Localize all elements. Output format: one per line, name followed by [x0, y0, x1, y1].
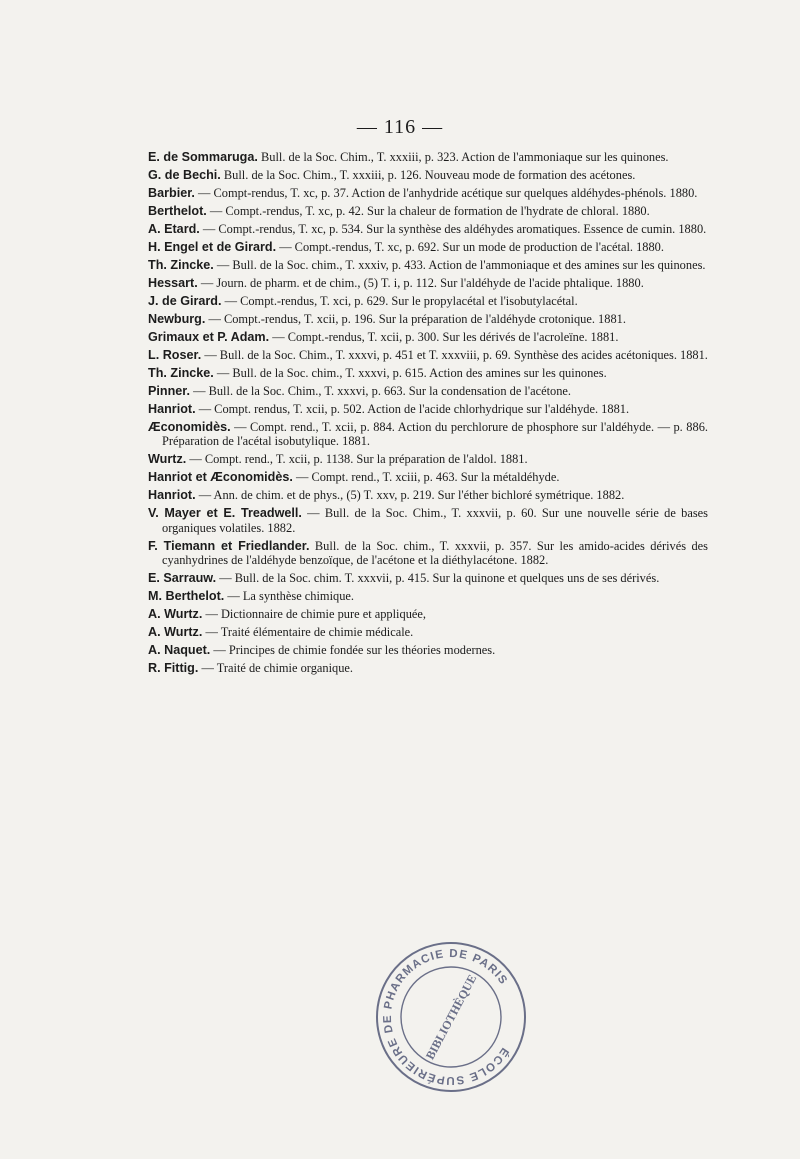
entry-reference: — La synthèse chimique. — [227, 589, 355, 604]
entry-reference: — Journ. de pharm. et de chim., (5) T. i, p. 112. Sur l'aldéhyde de l'acide phtalique. 1880. — [200, 275, 644, 290]
entry-author: Hanriot. — [148, 401, 196, 416]
entry-reference: — Compt. rend., T. xcii, p. 884. Action du perchlorure de phosphore sur l'aldéhyde. — p. 886. Préparation de l'acétal isobutylique. 1881. — [162, 419, 708, 449]
entry-reference: Bull. de la Soc. chim., T. xxxvii, p. 357. Sur les amido-acides dérivés des cyanhydrines de l'aldéhyde benzoïque, de l'acétone et la diéthylacétone. 1882. — [162, 538, 708, 568]
bibliography-entry — [148, 506, 708, 535]
entry-author: A. Wurtz. — [148, 607, 203, 622]
bibliography-entry — [148, 452, 708, 467]
entry-author: G. de Bechi. — [148, 167, 221, 182]
bibliography-entry — [148, 330, 708, 345]
entry-reference: — Bull. de la Soc. Chim., T. xxxvi, p. 451 et T. xxxviii, p. 69. Synthèse des acides acétoniques. 1881. — [204, 347, 708, 362]
bibliography-entry — [148, 294, 708, 309]
entry-reference: — Principes de chimie fondée sur les théories modernes. — [213, 643, 496, 658]
entry-reference: — Compt.-rendus, T. xcii, p. 300. Sur les dérivés de l'acroleïne. 1881. — [272, 329, 619, 344]
entry-author: E. Sarrauw. — [148, 571, 217, 586]
stamp-inner-text: BIBLIOTHÈQUE — [422, 972, 480, 1062]
entry-reference: — Compt.-rendus, T. xc, p. 42. Sur la chaleur de formation de l'hydrate de chloral. 1880. — [209, 203, 650, 218]
library-stamp-graphic — [372, 938, 530, 1096]
entry-reference: — Bull. de la Soc. Chim., T. xxxvii, p. 60. Sur une nouvelle série de bases organiques volatiles. 1882. — [162, 506, 708, 535]
entry-reference: — Compt-rendus, T. xc, p. 37. Action de l'anhydride acétique sur quelques aldéhydes-phénols. 1880. — [198, 185, 698, 200]
entry-reference: — Bull. de la Soc. chim. T. xxxvii, p. 415. Sur la quinone et quelques uns de ses dérivés. — [219, 571, 660, 586]
bibliography-list — [148, 150, 708, 679]
entry-author: E. de Sommaruga. — [148, 150, 258, 164]
entry-author: Th. Zincke. — [148, 257, 214, 272]
bibliography-entry — [148, 204, 708, 219]
bibliography-entry — [148, 625, 708, 640]
bibliography-entry — [148, 186, 708, 201]
bibliography-entry — [148, 168, 708, 183]
entry-author: F. Tiemann et Friedlander. — [148, 538, 310, 553]
stamp-outer-text: ÉCOLE SUPÉRIEURE DE PHARMACIE DE PARIS — [381, 947, 511, 1087]
bibliography-entry — [148, 150, 708, 165]
entry-author: Pinner. — [148, 383, 190, 398]
bibliography-entry — [148, 222, 708, 237]
entry-author: L. Roser. — [148, 347, 202, 362]
entry-reference: — Compt. rend., T. xciii, p. 463. Sur la métaldéhyde. — [295, 470, 560, 485]
entry-reference: — Bull. de la Soc. chim., T. xxxvi, p. 615. Action des amines sur les quinones. — [216, 365, 607, 380]
entry-reference: — Compt.-rendus, T. xci, p. 629. Sur le propylacétal et l'isobutylacétal. — [224, 293, 578, 308]
entry-author: Grimaux et P. Adam. — [148, 329, 270, 344]
entry-reference: — Compt. rend., T. xcii, p. 1138. Sur la préparation de l'aldol. 1881. — [189, 452, 528, 467]
bibliography-entry — [148, 470, 708, 485]
entry-reference: — Traité de chimie organique. — [201, 661, 354, 676]
entry-author: R. Fittig. — [148, 661, 199, 676]
bibliography-entry — [148, 384, 708, 399]
entry-reference: — Bull. de la Soc. Chim., T. xxxvi, p. 663. Sur la condensation de l'acétone. — [193, 383, 572, 398]
bibliography-entry — [148, 366, 708, 381]
entry-reference: — Bull. de la Soc. chim., T. xxxiv, p. 433. Action de l'ammoniaque et des amines sur les quinones. — [216, 257, 706, 272]
entry-author: M. Berthelot. — [148, 589, 225, 604]
bibliography-entry — [148, 276, 708, 291]
entry-author: A. Etard. — [148, 221, 200, 236]
entry-author: Wurtz. — [148, 452, 187, 467]
bibliography-entry — [148, 643, 708, 658]
library-stamp — [372, 938, 530, 1096]
page-number: — 116 — — [356, 116, 444, 138]
entry-author: H. Engel et de Girard. — [148, 239, 277, 254]
bibliography-entry — [148, 589, 708, 604]
entry-reference: — Compt. rendus, T. xcii, p. 502. Action de l'acide chlorhydrique sur l'aldéhyde. 1881. — [198, 401, 630, 416]
entry-reference: Bull. de la Soc. Chim., T. xxxiii, p. 323. Action de l'ammoniaque sur les quinones. — [261, 150, 669, 164]
entry-author: Th. Zincke. — [148, 365, 214, 380]
entry-reference: Bull. de la Soc. Chim., T. xxxiii, p. 126. Nouveau mode de formation des acétones. — [223, 167, 636, 182]
entry-reference: — Ann. de chim. et de phys., (5) T. xxv, p. 219. Sur l'éther bichloré symétrique. 1882. — [198, 488, 625, 503]
bibliography-entry — [148, 240, 708, 255]
bibliography-entry — [148, 420, 708, 449]
entry-reference: — Compt.-rendus, T. xc, p. 692. Sur un mode de production de l'acétal. 1880. — [279, 239, 664, 254]
bibliography-entry — [148, 607, 708, 622]
entry-author: Hanriot. — [148, 488, 196, 503]
entry-author: V. Mayer et E. Treadwell. — [148, 506, 302, 521]
entry-author: A. Naquet. — [148, 643, 211, 658]
entry-reference: — Compt.-rendus, T. xc, p. 534. Sur la synthèse des aldéhydes aromatiques. Essence de cumin. 1880. — [202, 221, 707, 236]
bibliography-entry — [148, 402, 708, 417]
entry-reference: — Dictionnaire de chimie pure et appliquée, — [205, 607, 426, 622]
entry-author: Hessart. — [148, 275, 198, 290]
entry-author: Hanriot et Æconomidès. — [148, 470, 293, 485]
entry-author: Barbier. — [148, 185, 195, 200]
entry-author: J. de Girard. — [148, 293, 222, 308]
entry-author: Newburg. — [148, 311, 206, 326]
entry-reference: — Traité élémentaire de chimie médicale. — [205, 625, 414, 640]
entry-author: Berthelot. — [148, 203, 207, 218]
entry-author: A. Wurtz. — [148, 625, 203, 640]
bibliography-entry — [148, 348, 708, 363]
bibliography-entry — [148, 539, 708, 568]
entry-author: Æconomidès. — [148, 419, 231, 434]
entry-reference: — Compt.-rendus, T. xcii, p. 196. Sur la préparation de l'aldéhyde crotonique. 1881. — [208, 311, 626, 326]
bibliography-entry — [148, 488, 708, 503]
bibliography-entry — [148, 661, 708, 676]
bibliography-entry — [148, 312, 708, 327]
bibliography-entry — [148, 571, 708, 586]
bibliography-entry — [148, 258, 708, 273]
